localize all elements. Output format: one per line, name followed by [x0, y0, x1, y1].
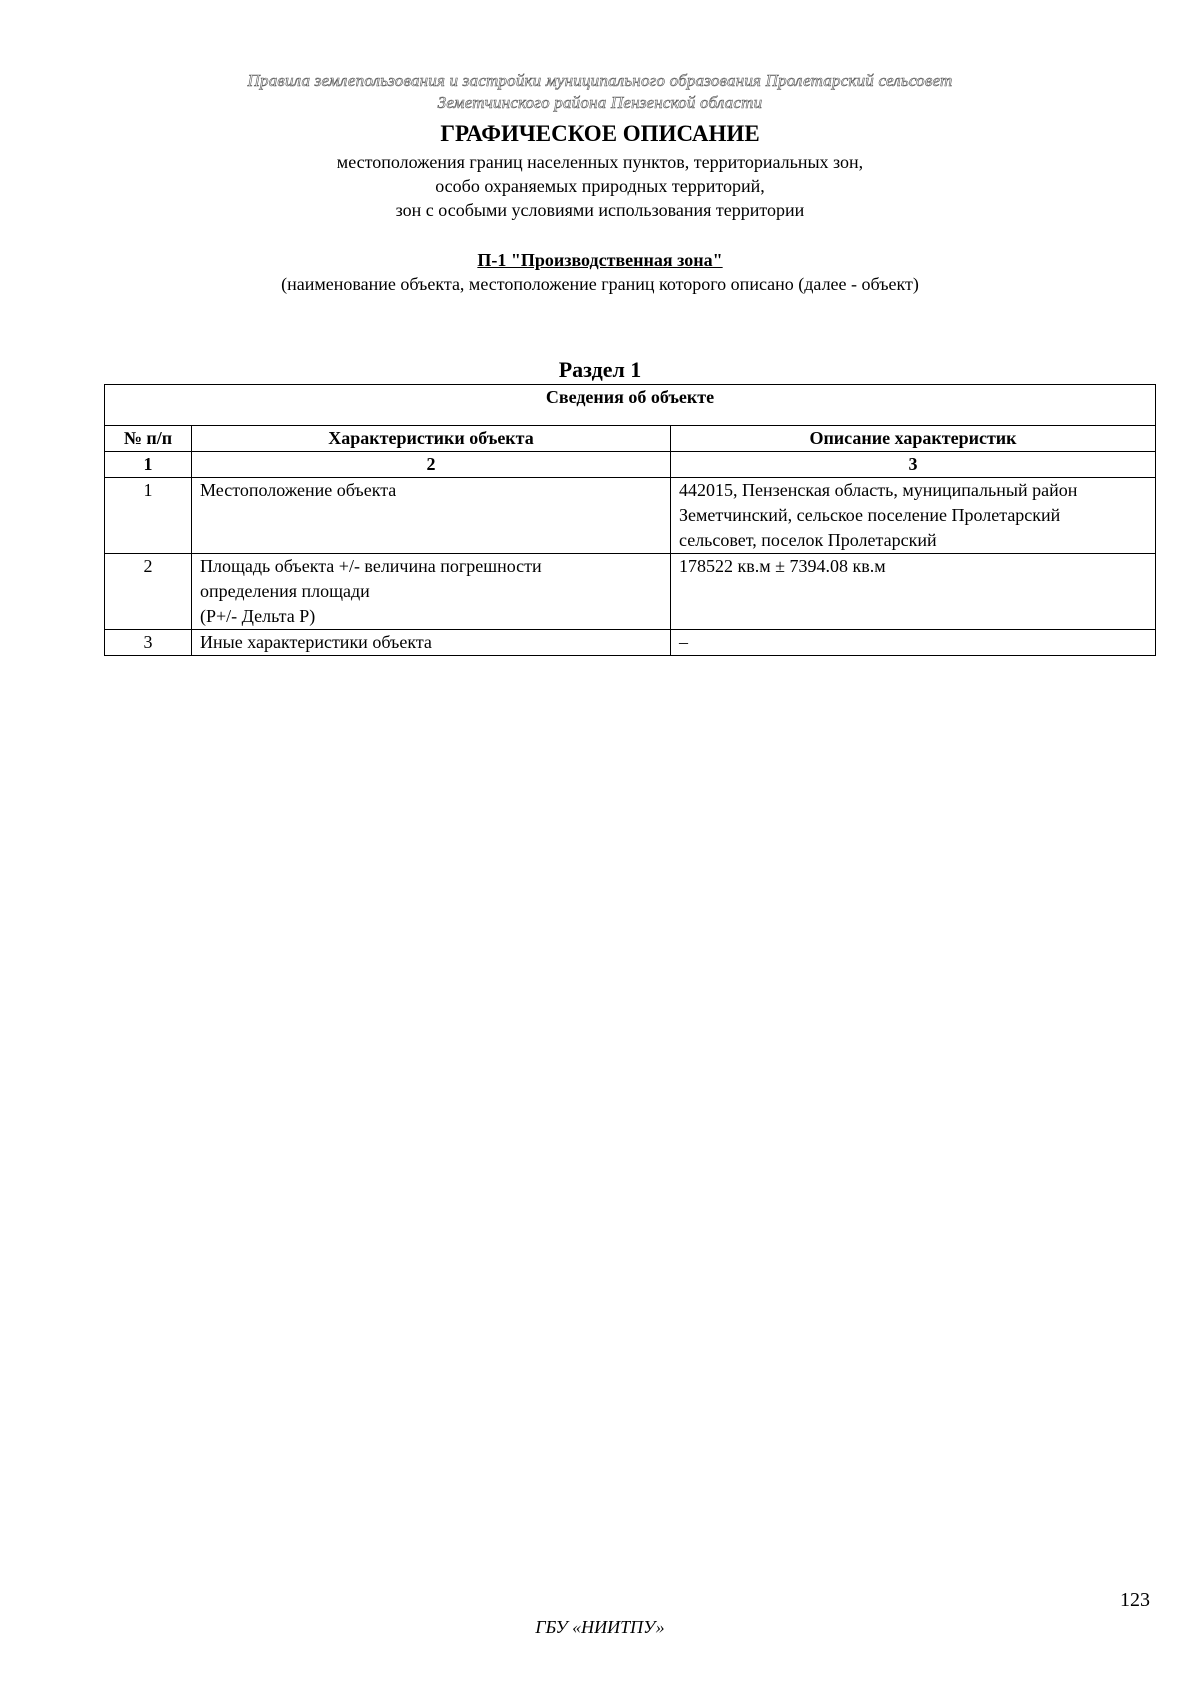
- running-header-line-2: Земетчинского района Пензенской области: [437, 93, 763, 112]
- row-description-line: 442015, Пензенская область, муниципальный район: [679, 480, 1078, 500]
- row-characteristic: [192, 630, 671, 656]
- document-subtitle-line-1: местоположения границ населенных пунктов, территориальных зон,: [336, 152, 864, 172]
- document-subtitle-line-2: особо охраняемых природных территорий,: [435, 176, 765, 196]
- object-block: [100, 248, 1100, 296]
- header-number: № п/п: [105, 426, 192, 452]
- column-number-2: 2: [192, 452, 671, 478]
- row-characteristic: [192, 478, 671, 554]
- title-block: [100, 120, 1100, 222]
- table-row: [105, 478, 1156, 554]
- column-number-3: 3: [671, 452, 1156, 478]
- row-description: [671, 478, 1156, 554]
- row-description-line: –: [679, 632, 688, 652]
- document-subtitle-line-3: зон с особыми условиями использования территории: [395, 200, 805, 220]
- row-description: [671, 630, 1156, 656]
- object-info-table: [104, 384, 1156, 656]
- table-row: [105, 630, 1156, 656]
- object-caption: (наименование объекта, местоположение границ которого описано (далее - объект): [281, 274, 919, 294]
- header-characteristic: Характеристики объекта: [192, 426, 671, 452]
- document-title: ГРАФИЧЕСКОЕ ОПИСАНИЕ: [440, 121, 760, 146]
- footer-organization: ГБУ «НИИТПУ»: [535, 1617, 665, 1637]
- table-header-row: [105, 426, 1156, 452]
- row-characteristic-line: Местоположение объекта: [200, 480, 397, 500]
- row-number: 1: [105, 478, 192, 554]
- row-description-line: 178522 кв.м ± 7394.08 кв.м: [679, 556, 886, 576]
- header-description: Описание характеристик: [671, 426, 1156, 452]
- row-number: 2: [105, 554, 192, 630]
- table-column-number-row: [105, 452, 1156, 478]
- table-caption: Сведения об объекте: [105, 385, 1156, 426]
- row-description-line: Земетчинский, сельское поселение Пролетарский: [679, 505, 1061, 525]
- section-title: Раздел 1: [558, 357, 642, 382]
- page-number: 123: [1120, 1589, 1150, 1611]
- table-caption-row: [105, 385, 1156, 426]
- row-characteristic-line: (Р+/- Дельта Р): [200, 606, 316, 626]
- row-characteristic-line: Иные характеристики объекта: [200, 632, 432, 652]
- row-description-line: сельсовет, поселок Пролетарский: [679, 530, 937, 550]
- row-description: [671, 554, 1156, 630]
- row-characteristic-line: Площадь объекта +/- величина погрешности: [200, 556, 542, 576]
- table-row: [105, 554, 1156, 630]
- running-header-line-1: Правила землепользования и застройки муниципального образования Пролетарский сельсовет: [247, 71, 953, 90]
- column-number-1: 1: [105, 452, 192, 478]
- row-number: 3: [105, 630, 192, 656]
- running-header: [100, 70, 1100, 114]
- object-name: П-1 "Производственная зона": [477, 250, 723, 270]
- row-characteristic: [192, 554, 671, 630]
- row-characteristic-line: определения площади: [200, 581, 370, 601]
